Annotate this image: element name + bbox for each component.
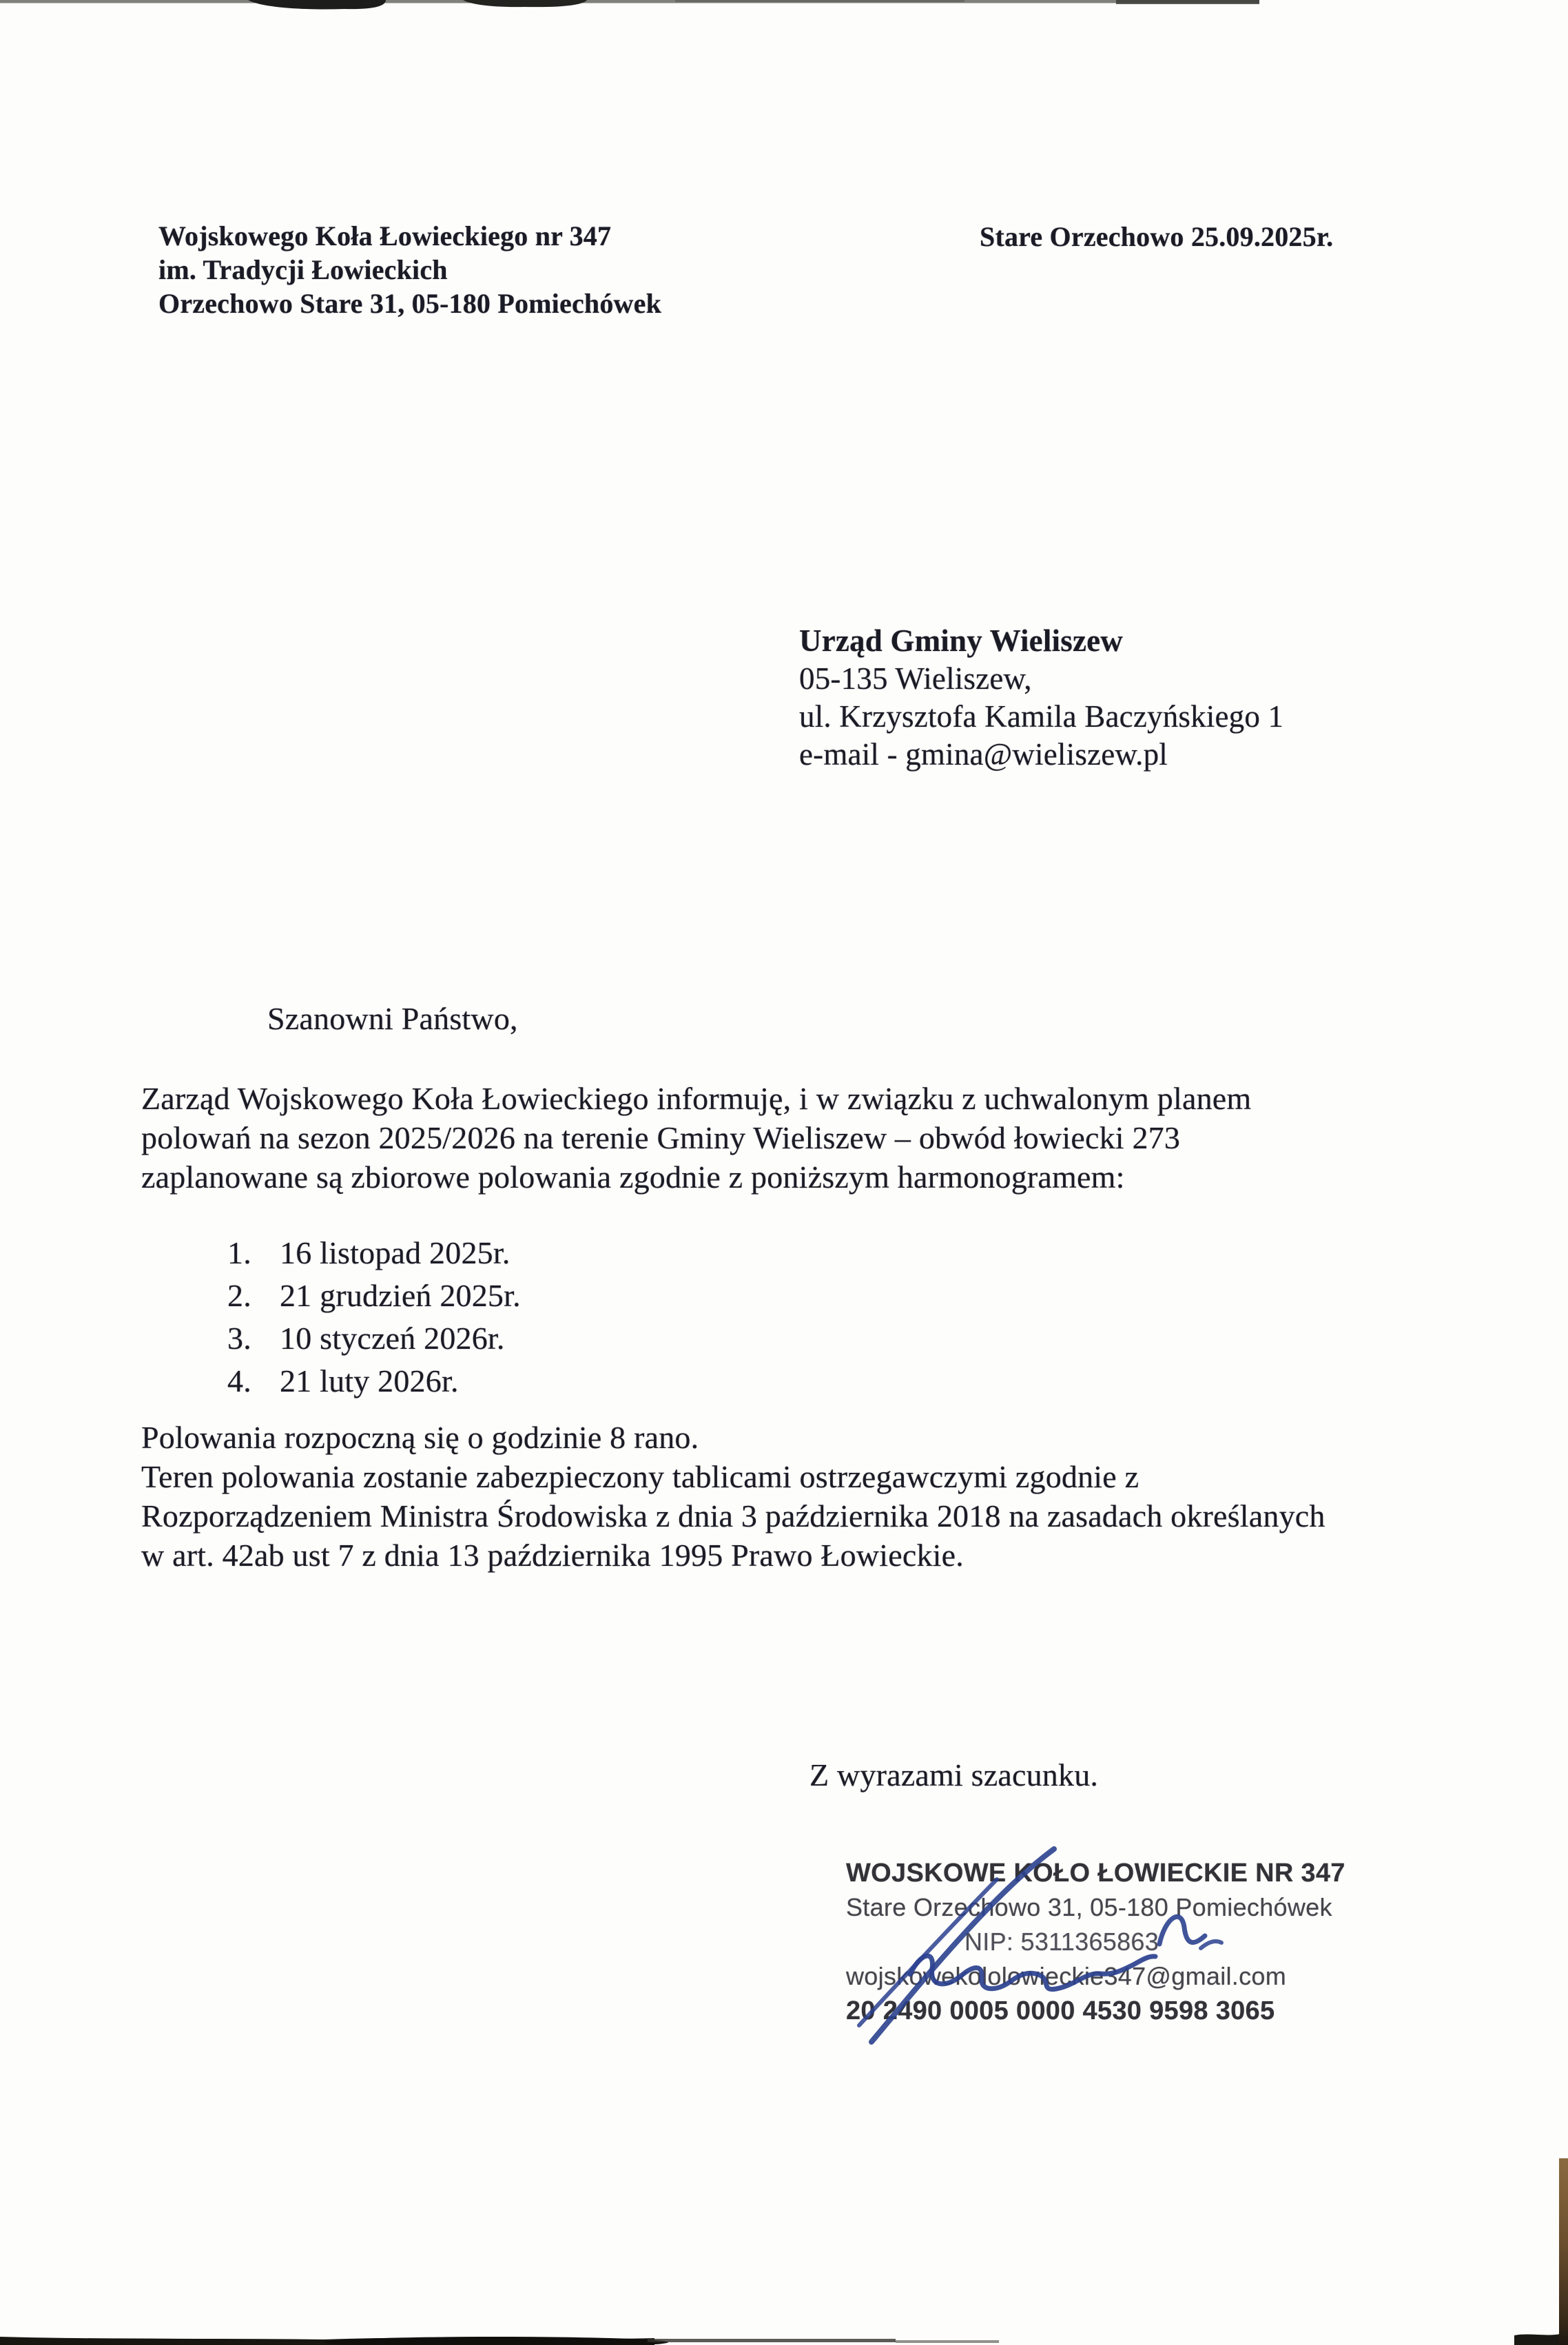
scan-artifact-top-edge [0, 0, 1568, 15]
closing-phrase: Z wyrazami szacunku. [809, 1757, 1099, 1793]
scan-artifact-right-edge [1559, 2158, 1568, 2345]
schedule-item-number: 2. [227, 1278, 251, 1313]
schedule-item-date: 21 luty 2026r. [280, 1363, 459, 1398]
body-line: Teren polowania zostanie zabezpieczony tablicami ostrzegawczymi zgodnie z [141, 1459, 1139, 1494]
stamp-club-name: WOJSKOWE KOŁO ŁOWIECKIE NR 347 [846, 1859, 1345, 1888]
schedule-item-date: 21 grudzień 2025r. [280, 1278, 521, 1313]
body-paragraph-2 [141, 1418, 1325, 1575]
schedule-item [227, 1232, 521, 1274]
sender-block [158, 219, 661, 320]
body-line: zaplanowane są zbiorowe polowania zgodnie z poniższym harmonogramem: [141, 1159, 1125, 1195]
schedule-item-date: 16 listopad 2025r. [280, 1235, 510, 1270]
body-line: polowań na sezon 2025/2026 na terenie Gminy Wieliszew – obwód łowiecki 273 [141, 1120, 1181, 1155]
schedule-item-date: 10 styczeń 2026r. [280, 1321, 505, 1356]
recipient-name: Urząd Gminy Wieliszew [799, 623, 1123, 658]
handwritten-signature [851, 1838, 1237, 2055]
sender-line: Wojskowego Koła Łowieckiego nr 347 [158, 220, 612, 251]
stamp-bank-account: 20 2490 0005 0000 4530 9598 3065 [846, 1996, 1275, 2025]
schedule-item [227, 1274, 521, 1317]
schedule-item-number: 1. [227, 1235, 251, 1270]
body-line: w art. 42ab ust 7 z dnia 13 października 1995 Prawo Łowieckie. [141, 1538, 964, 1573]
body-line: Rozporządzeniem Ministra Środowiska z dnia 3 października 2018 na zasadach określanych [141, 1498, 1325, 1533]
scan-artifact-bottom-edge [0, 2327, 1568, 2345]
sender-line: Orzechowo Stare 31, 05-180 Pomiechówek [158, 288, 662, 319]
stamp-address: Stare Orzechowo 31, 05-180 Pomiechówek [846, 1893, 1332, 1921]
schedule-item-number: 3. [227, 1321, 251, 1356]
body-line: Zarząd Wojskowego Koła Łowieckiego informuję, i w związku z uchwalonym planem [141, 1081, 1252, 1116]
schedule-item-number: 4. [227, 1363, 251, 1398]
body-line: Polowania rozpoczną się o godzinie 8 rano. [141, 1420, 699, 1455]
stamp-email: wojskowekololowieckie347@gmail.com [846, 1962, 1287, 1990]
date-line: Stare Orzechowo 25.09.2025r. [980, 221, 1334, 252]
hunt-schedule-list [227, 1232, 521, 1403]
recipient-line: ul. Krzysztofa Kamila Baczyńskiego 1 [799, 699, 1284, 734]
recipient-block [799, 622, 1283, 774]
schedule-item [227, 1317, 521, 1360]
recipient-line: 05-135 Wieliszew, [799, 661, 1032, 696]
body-paragraph-1 [141, 1079, 1251, 1197]
schedule-item [227, 1360, 521, 1403]
recipient-email: e-mail - gmina@wieliszew.pl [799, 737, 1168, 772]
sender-line: im. Tradycji Łowieckich [158, 254, 448, 285]
salutation: Szanowni Państwo, [267, 1001, 518, 1036]
stamp-nip: NIP: 5311365863 [964, 1928, 1159, 1956]
